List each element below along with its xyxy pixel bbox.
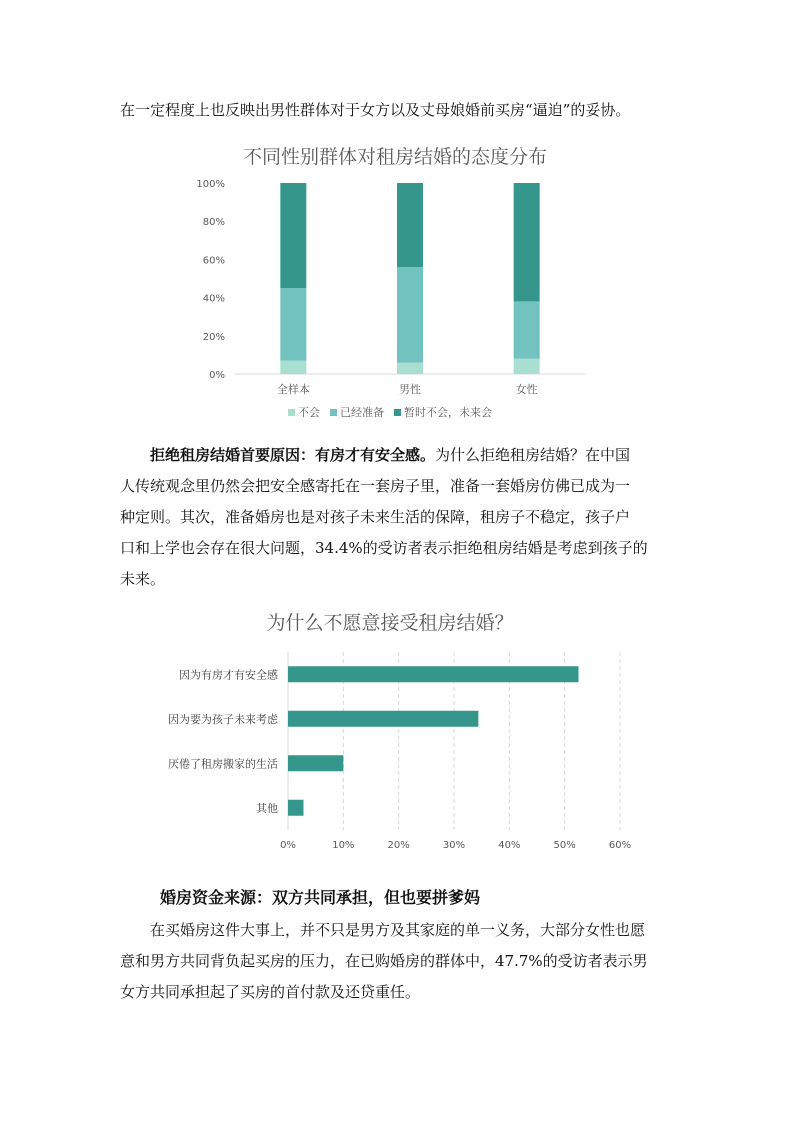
- bar-segment: [514, 301, 540, 358]
- y-category-label: 因为要为孩子未来考虑: [168, 712, 278, 726]
- y-category-label: 其他: [256, 801, 278, 815]
- funding-line-2: 意和男方共同背负起买房的压力，在已购婚房的群体中，47.7%的受访者表示男: [120, 952, 648, 970]
- funding-line-1: 在买婚房这件大事上，并不只是男方及其家庭的单一义务，大部分女性也愿: [150, 921, 646, 939]
- y-tick-label: 80%: [202, 217, 225, 229]
- x-category-label: 女性: [515, 383, 538, 396]
- paragraph-line-1: 为什么拒绝租房结婚？在中国: [435, 446, 631, 464]
- legend-swatch: [394, 409, 401, 416]
- bar-segment: [397, 363, 423, 374]
- paragraph-line-3: 种定则。其次，准备婚房也是对孩子未来生活的保障，租房子不稳定，孩子户: [120, 508, 631, 526]
- legend-label: 暂时不会，未来会: [404, 406, 492, 419]
- x-tick-label: 40%: [498, 840, 521, 851]
- x-tick-label: 0%: [280, 840, 296, 851]
- legend-swatch: [330, 409, 337, 416]
- paragraph-funding: [120, 915, 680, 1008]
- reasons-chart-svg: [140, 600, 640, 865]
- reasons-chart-title: 为什么不愿意接受租房结婚？: [266, 612, 514, 634]
- x-tick-label: 20%: [387, 840, 410, 851]
- y-tick-label: 40%: [202, 293, 225, 305]
- y-tick-label: 100%: [196, 179, 225, 190]
- reasons-chart: [140, 600, 640, 865]
- paragraph-rent-reason: [120, 440, 680, 595]
- bar-segment: [397, 267, 423, 363]
- bar: [288, 711, 478, 727]
- bar-segment: [280, 288, 306, 361]
- attitude-chart-svg: [180, 138, 610, 438]
- paragraph-line-4: 口和上学也会存在很大问题，34.4%的受访者表示拒绝租房结婚是考虑到孩子的: [120, 539, 648, 557]
- x-tick-label: 10%: [332, 840, 355, 851]
- bar: [288, 800, 303, 816]
- legend-label: 不会: [298, 406, 320, 419]
- section-heading-funding: 婚房资金来源：双方共同承担，但也要拼爹妈: [160, 888, 481, 907]
- legend-label: 已经准备: [340, 406, 384, 419]
- y-tick-label: 20%: [202, 331, 225, 343]
- bar-segment: [514, 359, 540, 374]
- x-tick-label: 50%: [553, 840, 576, 851]
- paragraph-line-2: 人传统观念里仍然会把安全感寄托在一套房子里，准备一套婚房仿佛已成为一: [120, 477, 631, 495]
- bar: [288, 666, 579, 682]
- y-tick-label: 60%: [202, 255, 225, 267]
- paragraph-lead: 拒绝租房结婚首要原因：有房才有安全感。: [150, 446, 436, 464]
- bar-segment: [514, 183, 540, 301]
- x-tick-label: 30%: [442, 840, 466, 851]
- intro-line: 在一定程度上也反映出男性群体对于女方以及丈母娘婚前买房“逼迫”的妥协。: [120, 101, 631, 119]
- x-category-label: 男性: [399, 383, 421, 396]
- funding-line-3: 女方共同承担起了买房的首付款及还贷重任。: [120, 983, 421, 1001]
- y-category-label: 厌倦了租房搬家的生活: [168, 757, 278, 771]
- y-tick-label: 0%: [209, 370, 225, 381]
- bar: [288, 755, 343, 771]
- paragraph-line-5: 未来。: [120, 570, 166, 588]
- attitude-chart-title: 不同性别群体对租房结婚的态度分布: [242, 146, 547, 168]
- y-category-label: 因为有房才有安全感: [179, 668, 278, 682]
- bar-segment: [397, 183, 423, 267]
- x-category-label: 全样本: [276, 383, 310, 396]
- legend-swatch: [288, 409, 295, 416]
- bar-segment: [280, 361, 306, 374]
- x-tick-label: 60%: [608, 840, 632, 851]
- attitude-chart: [180, 138, 610, 438]
- bar-segment: [280, 183, 306, 288]
